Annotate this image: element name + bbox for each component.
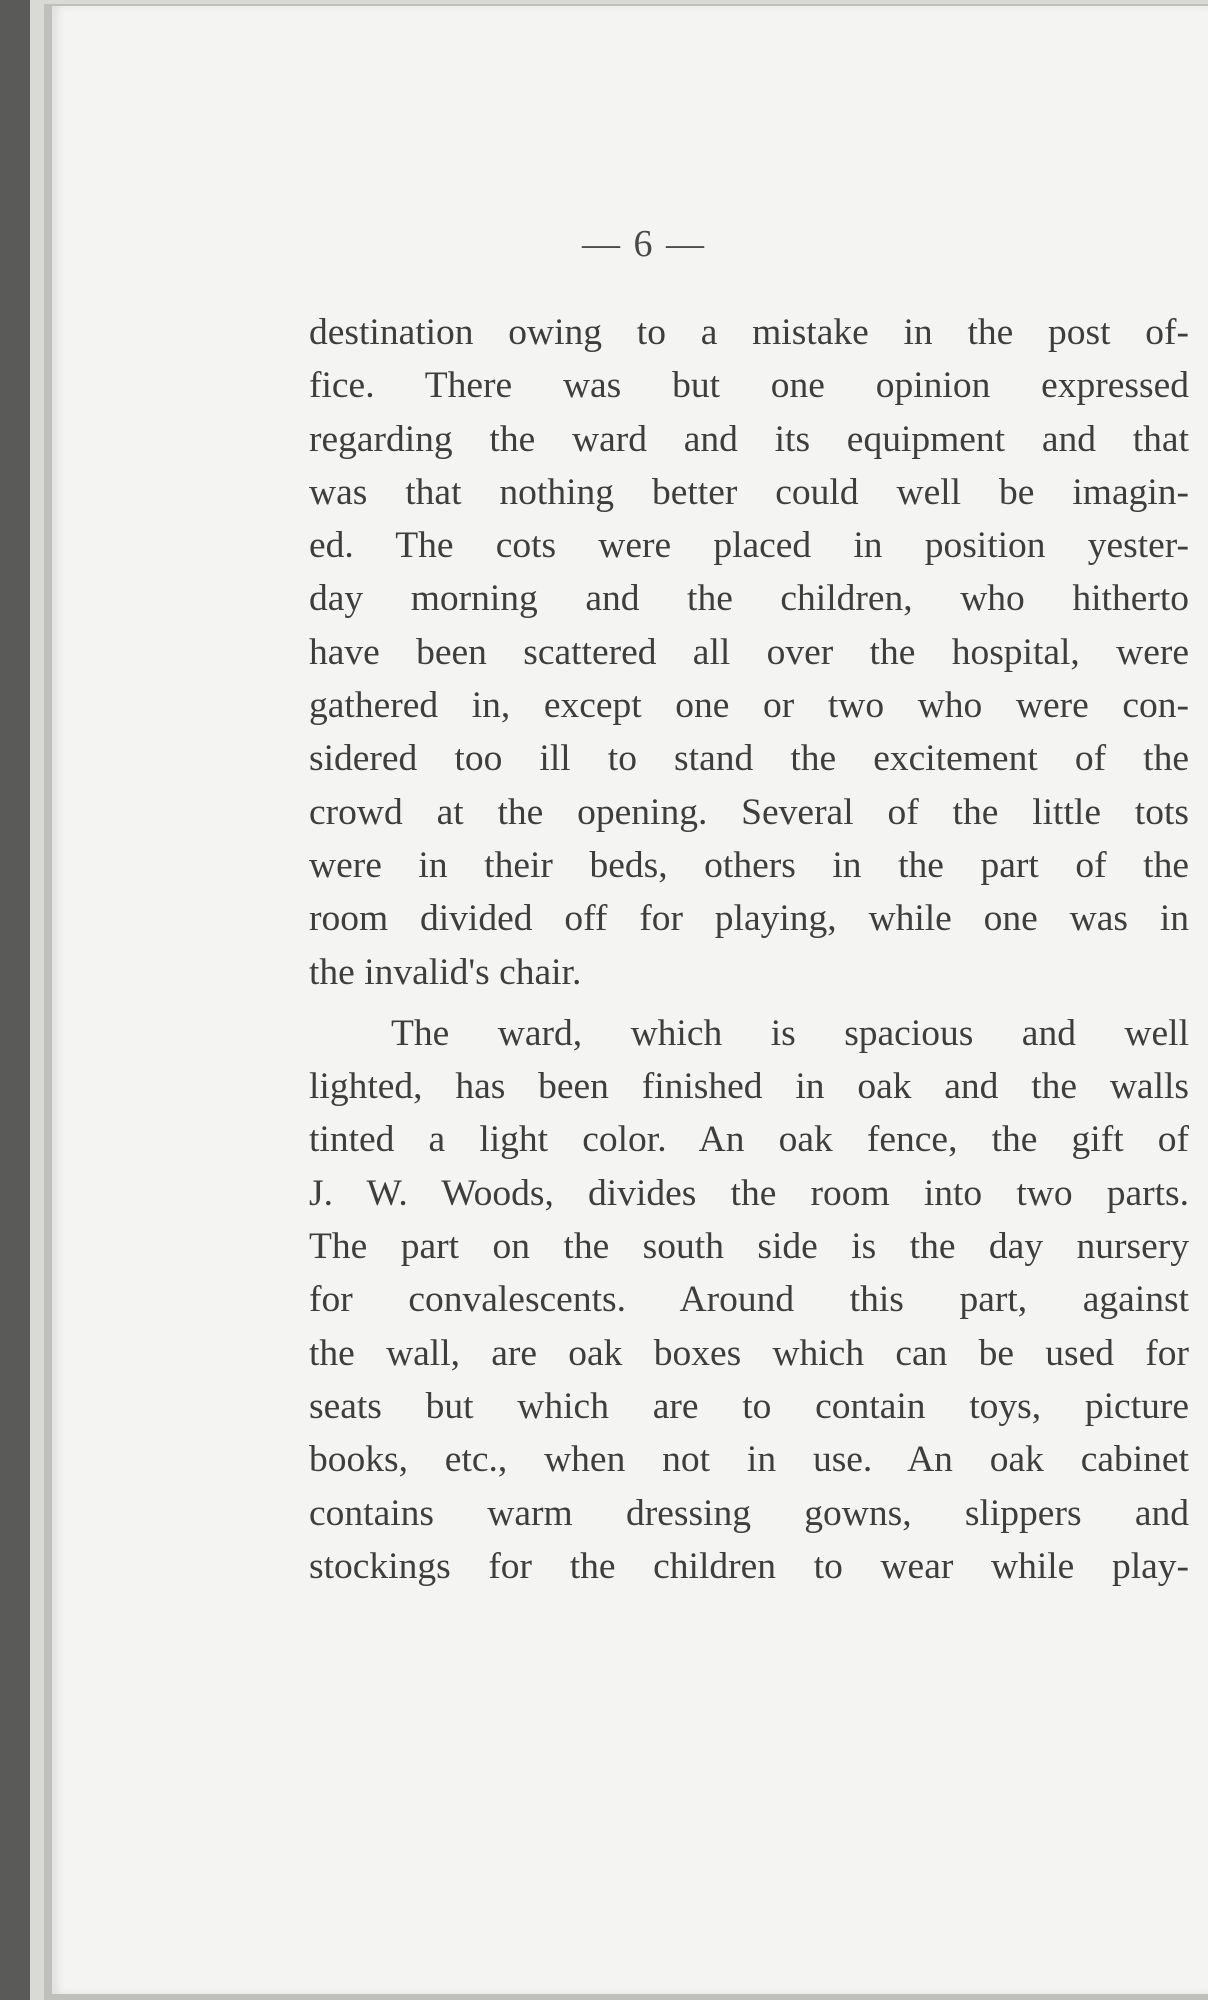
text-line: J. W. Woods, divides the room into two parts. <box>309 1172 1189 1214</box>
text-line: tinted a light color. An oak fence, the gift of <box>309 1119 1189 1161</box>
text-line: crowd at the opening. Several of the little tots <box>309 791 1189 833</box>
text-line: sidered too ill to stand the excitement of the <box>309 738 1189 780</box>
text-line: The ward, which is spacious and well <box>391 1012 1189 1054</box>
text-line: room divided off for playing, while one was in <box>309 898 1189 940</box>
text-line: ed. The cots were placed in position yester- <box>309 525 1189 567</box>
paragraph-1 <box>309 306 1189 999</box>
text-line: were in their beds, others in the part of the <box>309 844 1189 886</box>
text-line: contains warm dressing gowns, slippers and <box>309 1492 1189 1534</box>
page-number: — 6 — <box>582 223 706 265</box>
text-line: fice. There was but one opinion expressed <box>309 365 1189 407</box>
text-line: destination owing to a mistake in the post of- <box>309 312 1189 353</box>
paragraph-gap <box>309 999 1189 1007</box>
text-line: for convalescents. Around this part, against <box>309 1279 1189 1321</box>
text-line: day morning and the children, who hitherto <box>309 578 1189 620</box>
text-line: lighted, has been finished in oak and the walls <box>309 1066 1189 1108</box>
text-line: regarding the ward and its equipment and that <box>309 418 1189 460</box>
text-line: the wall, are oak boxes which can be used for <box>309 1332 1189 1374</box>
book-page <box>52 6 1208 1994</box>
text-line: was that nothing better could well be imagin- <box>309 471 1189 513</box>
text-line: gathered in, except one or two who were con- <box>309 685 1189 727</box>
text-line: stockings for the children to wear while play- <box>309 1545 1189 1587</box>
body-text <box>309 306 1189 1593</box>
text-line: books, etc., when not in use. An oak cabinet <box>309 1439 1189 1481</box>
paragraph-2 <box>309 1007 1189 1593</box>
text-line: seats but which are to contain toys, picture <box>309 1385 1189 1427</box>
text-line: have been scattered all over the hospital, were <box>309 631 1189 673</box>
text-line: The part on the south side is the day nursery <box>309 1226 1189 1268</box>
text-line: the invalid's chair. <box>309 951 582 993</box>
